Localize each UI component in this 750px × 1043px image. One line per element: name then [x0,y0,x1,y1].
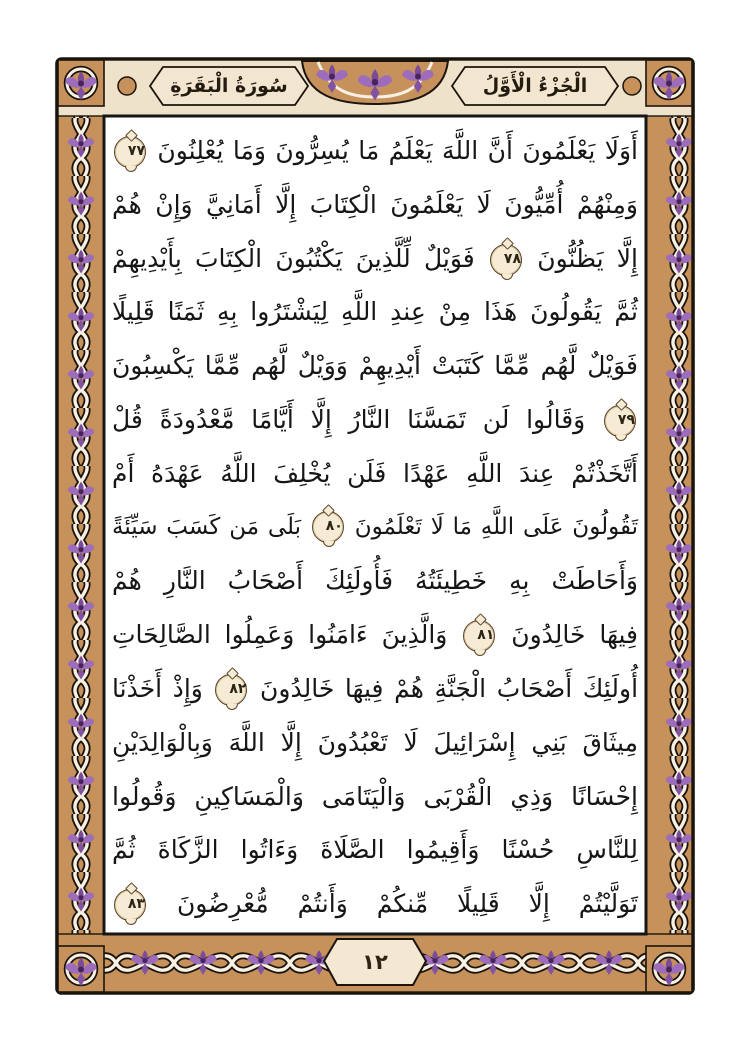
quran-line [112,823,638,877]
ayah-number-marker: ٧٧ [114,136,146,168]
quran-line [112,393,638,447]
ayah-number-marker: ٧٩ [604,405,636,437]
juz-name-label: الْجُزْءُ الْأَوَّلُ [482,75,588,97]
quran-text-segment: لِلنَّاسِ حُسْنًا وَأَقِيمُوا الصَّلَاةَ وَءَاتُوا الزَّكَاةَ ثُمَّ [112,835,638,865]
page-number: ١٢ [362,950,388,974]
quran-text-segment: فِيهَا خَالِدُونَ [511,620,638,650]
quran-line [112,662,638,716]
ayah-number-marker: ٨٣ [114,889,146,921]
quran-line [112,232,638,286]
quran-text-segment: فَوَيْلٌ لِّلَّذِينَ يَكْتُبُونَ الْكِتَابَ بِأَيْدِيهِمْ [112,243,475,273]
quran-text-segment: إِحْسَانًا وَذِي الْقُرْبَى وَالْيَتَامَى وَالْمَسَاكِينِ وَقُولُوا [112,781,638,811]
quran-text-segment: وَالَّذِينَ ءَامَنُوا وَعَمِلُوا الصَّالِحَاتِ [112,620,448,650]
quran-text-segment: ثُمَّ يَقُولُونَ هَذَا مِنْ عِندِ اللَّهِ لِيَشْتَرُوا بِهِ ثَمَنًا قَلِيلًا [112,297,638,327]
quran-line [112,608,638,662]
quran-line [112,339,638,393]
ayah-number-marker: ٨١ [463,620,495,652]
quran-text-segment: أَتَّخَذْتُمْ عِندَ اللَّهِ عَهْدًا فَلَن يُخْلِفَ اللَّهُ عَهْدَهُ أَمْ [112,458,638,488]
quran-text-segment: وَأَحَاطَتْ بِهِ خَطِيئَتُهُ فَأُولَئِكَ أَصْحَابُ النَّارِ هُمْ [112,566,638,596]
quran-text-segment: فَوَيْلٌ لَّهُم مِّمَّا كَتَبَتْ أَيْدِيهِمْ وَوَيْلٌ لَّهُم مِّمَّا يَكْسِبُونَ [112,351,638,381]
quran-line [112,554,638,608]
quran-line [112,877,638,931]
quran-line [112,716,638,770]
ayah-number-marker: ٧٨ [490,244,522,276]
quran-line [112,178,638,232]
quran-text-segment: أُولَئِكَ أَصْحَابُ الْجَنَّةِ هُمْ فِيهَا خَالِدُونَ [260,673,639,703]
quran-text-segment: تَقُولُونَ عَلَى اللَّهِ مَا لَا تَعْلَمُونَ [354,513,638,540]
quran-line [112,447,638,501]
quran-line [112,124,638,178]
quran-text-segment: إِلَّا يَظُنُّونَ [537,243,639,273]
quran-text-segment: بَلَى مَن كَسَبَ سَيِّئَةً [112,513,302,540]
quran-line [112,285,638,339]
quran-line [112,501,638,555]
quran-text-segment: مِيثَاقَ بَنِي إِسْرَائِيلَ لَا تَعْبُدُونَ إِلَّا اللَّهَ وَبِالْوَالِدَيْنِ [112,727,638,757]
quran-text-segment: تَوَلَّيْتُمْ إِلَّا قَلِيلًا مِّنكُمْ وَأَنتُمْ مُّعْرِضُونَ [176,889,638,919]
quran-text-area [112,124,638,932]
quran-line [112,770,638,824]
ayah-number-marker: ٨٢ [215,674,247,706]
quran-text-segment: وَإِذْ أَخَذْنَا [112,673,203,703]
ayah-number-marker: ٨٠ [312,511,344,543]
quran-text-segment: وَمِنْهُمْ أُمِّيُّونَ لَا يَعْلَمُونَ الْكِتَابَ إِلَّا أَمَانِيَّ وَإِنْ هُمْ [112,189,638,219]
quran-text-segment: أَوَلَا يَعْلَمُونَ أَنَّ اللَّهَ يَعْلَمُ مَا يُسِرُّونَ وَمَا يُعْلِنُونَ [157,136,639,165]
surah-name-label: سُورَةُ الْبَقَرَةِ [170,75,288,97]
quran-text-segment: وَقَالُوا لَن تَمَسَّنَا النَّارُ إِلَّا أَيَّامًا مَّعْدُودَةً قُلْ [112,404,586,434]
